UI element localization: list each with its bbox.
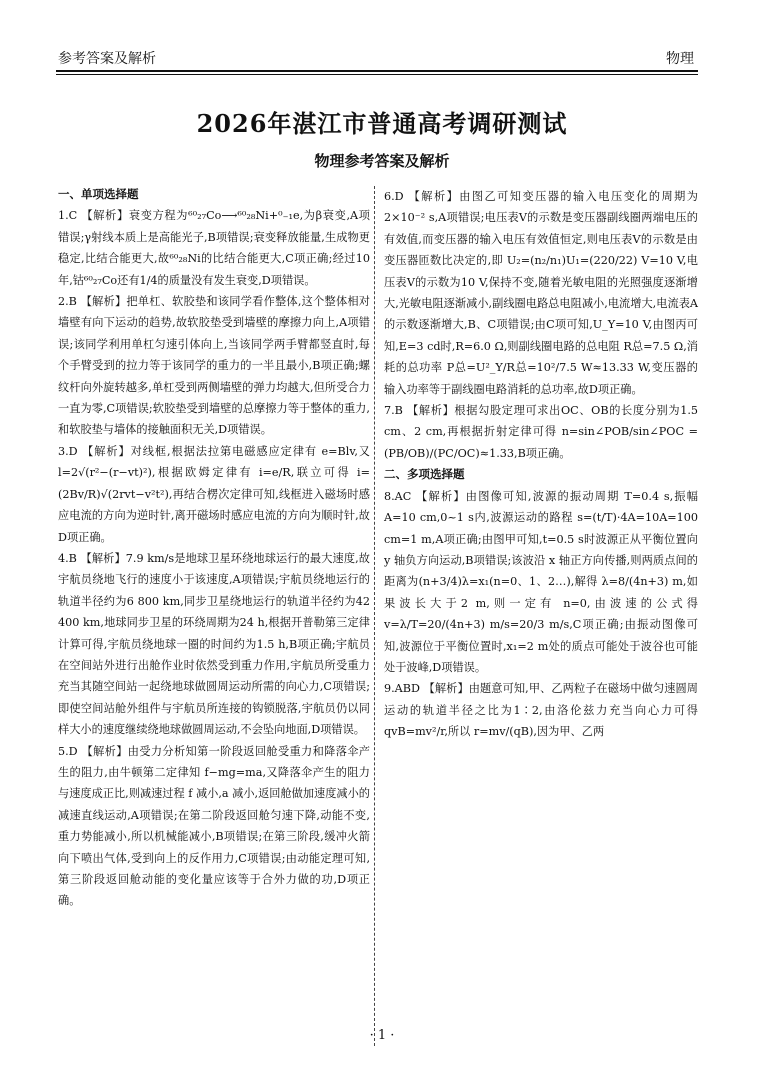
column-divider <box>374 186 375 1046</box>
answer-item-3: 3.D 【解析】对线框,根据法拉第电磁感应定律有 e=Blv,又 l=2√(r²−(r−vt)²),根据欧姆定律有 i=e/R,联立可得 i=(2Bv/R)√(2rvt−v²t²),再结合楞次定律可知,线框进入磁场时感应电流的方向为逆时针,离开磁场时感应电流的方向为顺时针,故D项正确。 <box>58 444 370 544</box>
header-rule <box>56 70 698 72</box>
answer-item-8: 8.AC 【解析】由图像可知,波源的振动周期 T=0.4 s,振幅 A=10 cm,0~1 s内,波源运动的路程 s=(t/T)·4A=10A=100 cm=1 m,A项正确;由图甲可知,t=0.5 s时波源正从平衡位置向 y 轴负方向运动,B项错误;该波沿 x 轴正方向传播,则两质点间的距离为(n+3/4)λ=x₁(n=0、1、2…),解得 λ=8/(4n+3) m,如果波长大于2 m,则一定有 n=0,由波速的公式得 v=λ/T=20/(4n+3) m/s=20/3 m/s,C项正确;由振动图像可知,波源位于平衡位置时,x₁=2 m处的质点可能处于波谷也可能处于波峰,D项错误。 <box>384 489 698 674</box>
header-right: 物理 <box>666 51 694 67</box>
section-heading-single-choice: 一、单项选择题 <box>58 187 139 201</box>
answer-item-9: 9.ABD 【解析】由题意可知,甲、乙两粒子在磁场中做匀速圆周运动的轨道半径之比为1∶2,由洛伦兹力充当向心力可得 qvB=mv²/r,所以 r=mv/(qB),因为甲、乙两 <box>384 682 698 739</box>
answer-item-7: 7.B 【解析】根据勾股定理可求出OC、OB的长度分别为1.5 cm、2 cm,再根据折射定律可得 n=sin∠POB/sin∠POC =(PB/OB)/(PC/OC)≈1.33,B项正确。 <box>384 404 698 460</box>
answer-item-4: 4.B 【解析】7.9 km/s是地球卫星环绕地球运行的最大速度,故宇航员绕地飞行的速度小于该速度,A项错误;宇航员绕地运行的轨道半径约为6 800 km,同步卫星绕地运行的轨道半径约为42 400 km,地球同步卫星的环绕周期为24 h,根据开普勒第三定律计算可得,宇航员绕地球一圈的时间约为1.5 h,B项正确;宇航员在空间站外进行出舱作业时依然受到重力作用,宇航员所受重力充当其随空间站一起绕地球做圆周运动所需的向心力,C项错误;即使空间站舱外组件与宇航员所连接的钩锁脱落,宇航员仍以同样大小的速度继续绕地球做圆周运动,不会坠向地面,D项错误。 <box>58 551 370 737</box>
header-rule-thin <box>56 74 698 75</box>
answer-item-1: 1.C 【解析】衰变方程为⁶⁰₂₇Co⟶⁶⁰₂₈Ni+⁰₋₁e,为β衰变,A项错误;γ射线本质上是高能光子,B项错误;衰变释放能量,生成物更稳定,比结合能更大,故⁶⁰₂₈Ni的比结合能更大,C项正确;经过10年,钴⁶⁰₂₇Co还有1/4的质量没有发生衰变,D项错误。 <box>58 209 370 287</box>
header-left: 参考答案及解析 <box>58 51 156 67</box>
page-title: 2026年湛江市普通高考调研测试 <box>196 109 568 138</box>
right-column <box>384 186 698 743</box>
answer-item-2: 2.B 【解析】把单杠、软胶垫和该同学看作整体,这个整体相对墙壁有向下运动的趋势,故软胶垫受到墙壁的摩擦力向上,A项错误;该同学利用单杠匀速引体向上,当该同学两手臂都竖直时,每个手臂受到的拉力等于该同学的重力的一半且最小,B项正确;螺纹杆向外旋转越多,单杠受到两侧墙壁的弹力均越大,但所受合力一直为零,C项错误;软胶垫受到墙壁的总摩擦力等于整体的重力,和软胶垫与墙体的接触面积无关,D项错误。 <box>58 295 370 437</box>
left-column <box>58 184 370 912</box>
answer-item-5: 5.D 【解析】由受力分析知第一阶段返回舱受重力和降落伞产生的阻力,由牛顿第二定律知 f−mg=ma,又降落伞产生的阻力与速度成正比,则减速过程 f 减小,a 减小,返回舱做加速度减小的减速直线运动,A项错误;在第二阶段返回舱匀速下降,动能不变,重力势能减小,所以机械能减小,B项错误;在第三阶段,缓冲火箭向下喷出气体,受到向上的反作用力,C项错误;由动能定理可知,第三阶段返回舱动能的变化量应该等于合外力做的功,D项正确。 <box>58 744 370 908</box>
answer-item-6: 6.D 【解析】由图乙可知变压器的输入电压变化的周期为2×10⁻² s,A项错误;电压表V的示数是变压器副线圈两端电压的有效值,而变压器的输入电压有效值恒定,则电压表V的示数是由变压器匝数比决定的,即 U₂=(n₂/n₁)U₁=(220/22) V=10 V,电压表V的示数为10 V,保持不变,随着光敏电阻的光照强度逐渐增大,光敏电阻逐渐减小,副线圈电路总电阻减小,电流增大,电流表A的示数逐渐增大,B、C项错误;由C项可知,U_Y=10 V,由图丙可知,E=3 cd时,R=6.0 Ω,则副线圈电路的总电阻 R总=7.5 Ω,消耗的总功率 P总=U²_Y/R总=10²/7.5 W≈13.33 W,变压器的输入功率等于副线圈电路消耗的总功率,故D项正确。 <box>384 190 698 396</box>
page-subtitle: 物理参考答案及解析 <box>314 152 450 170</box>
section-heading-multi-choice: 二、多项选择题 <box>384 467 465 482</box>
page-number: · 1 · <box>369 1028 395 1043</box>
